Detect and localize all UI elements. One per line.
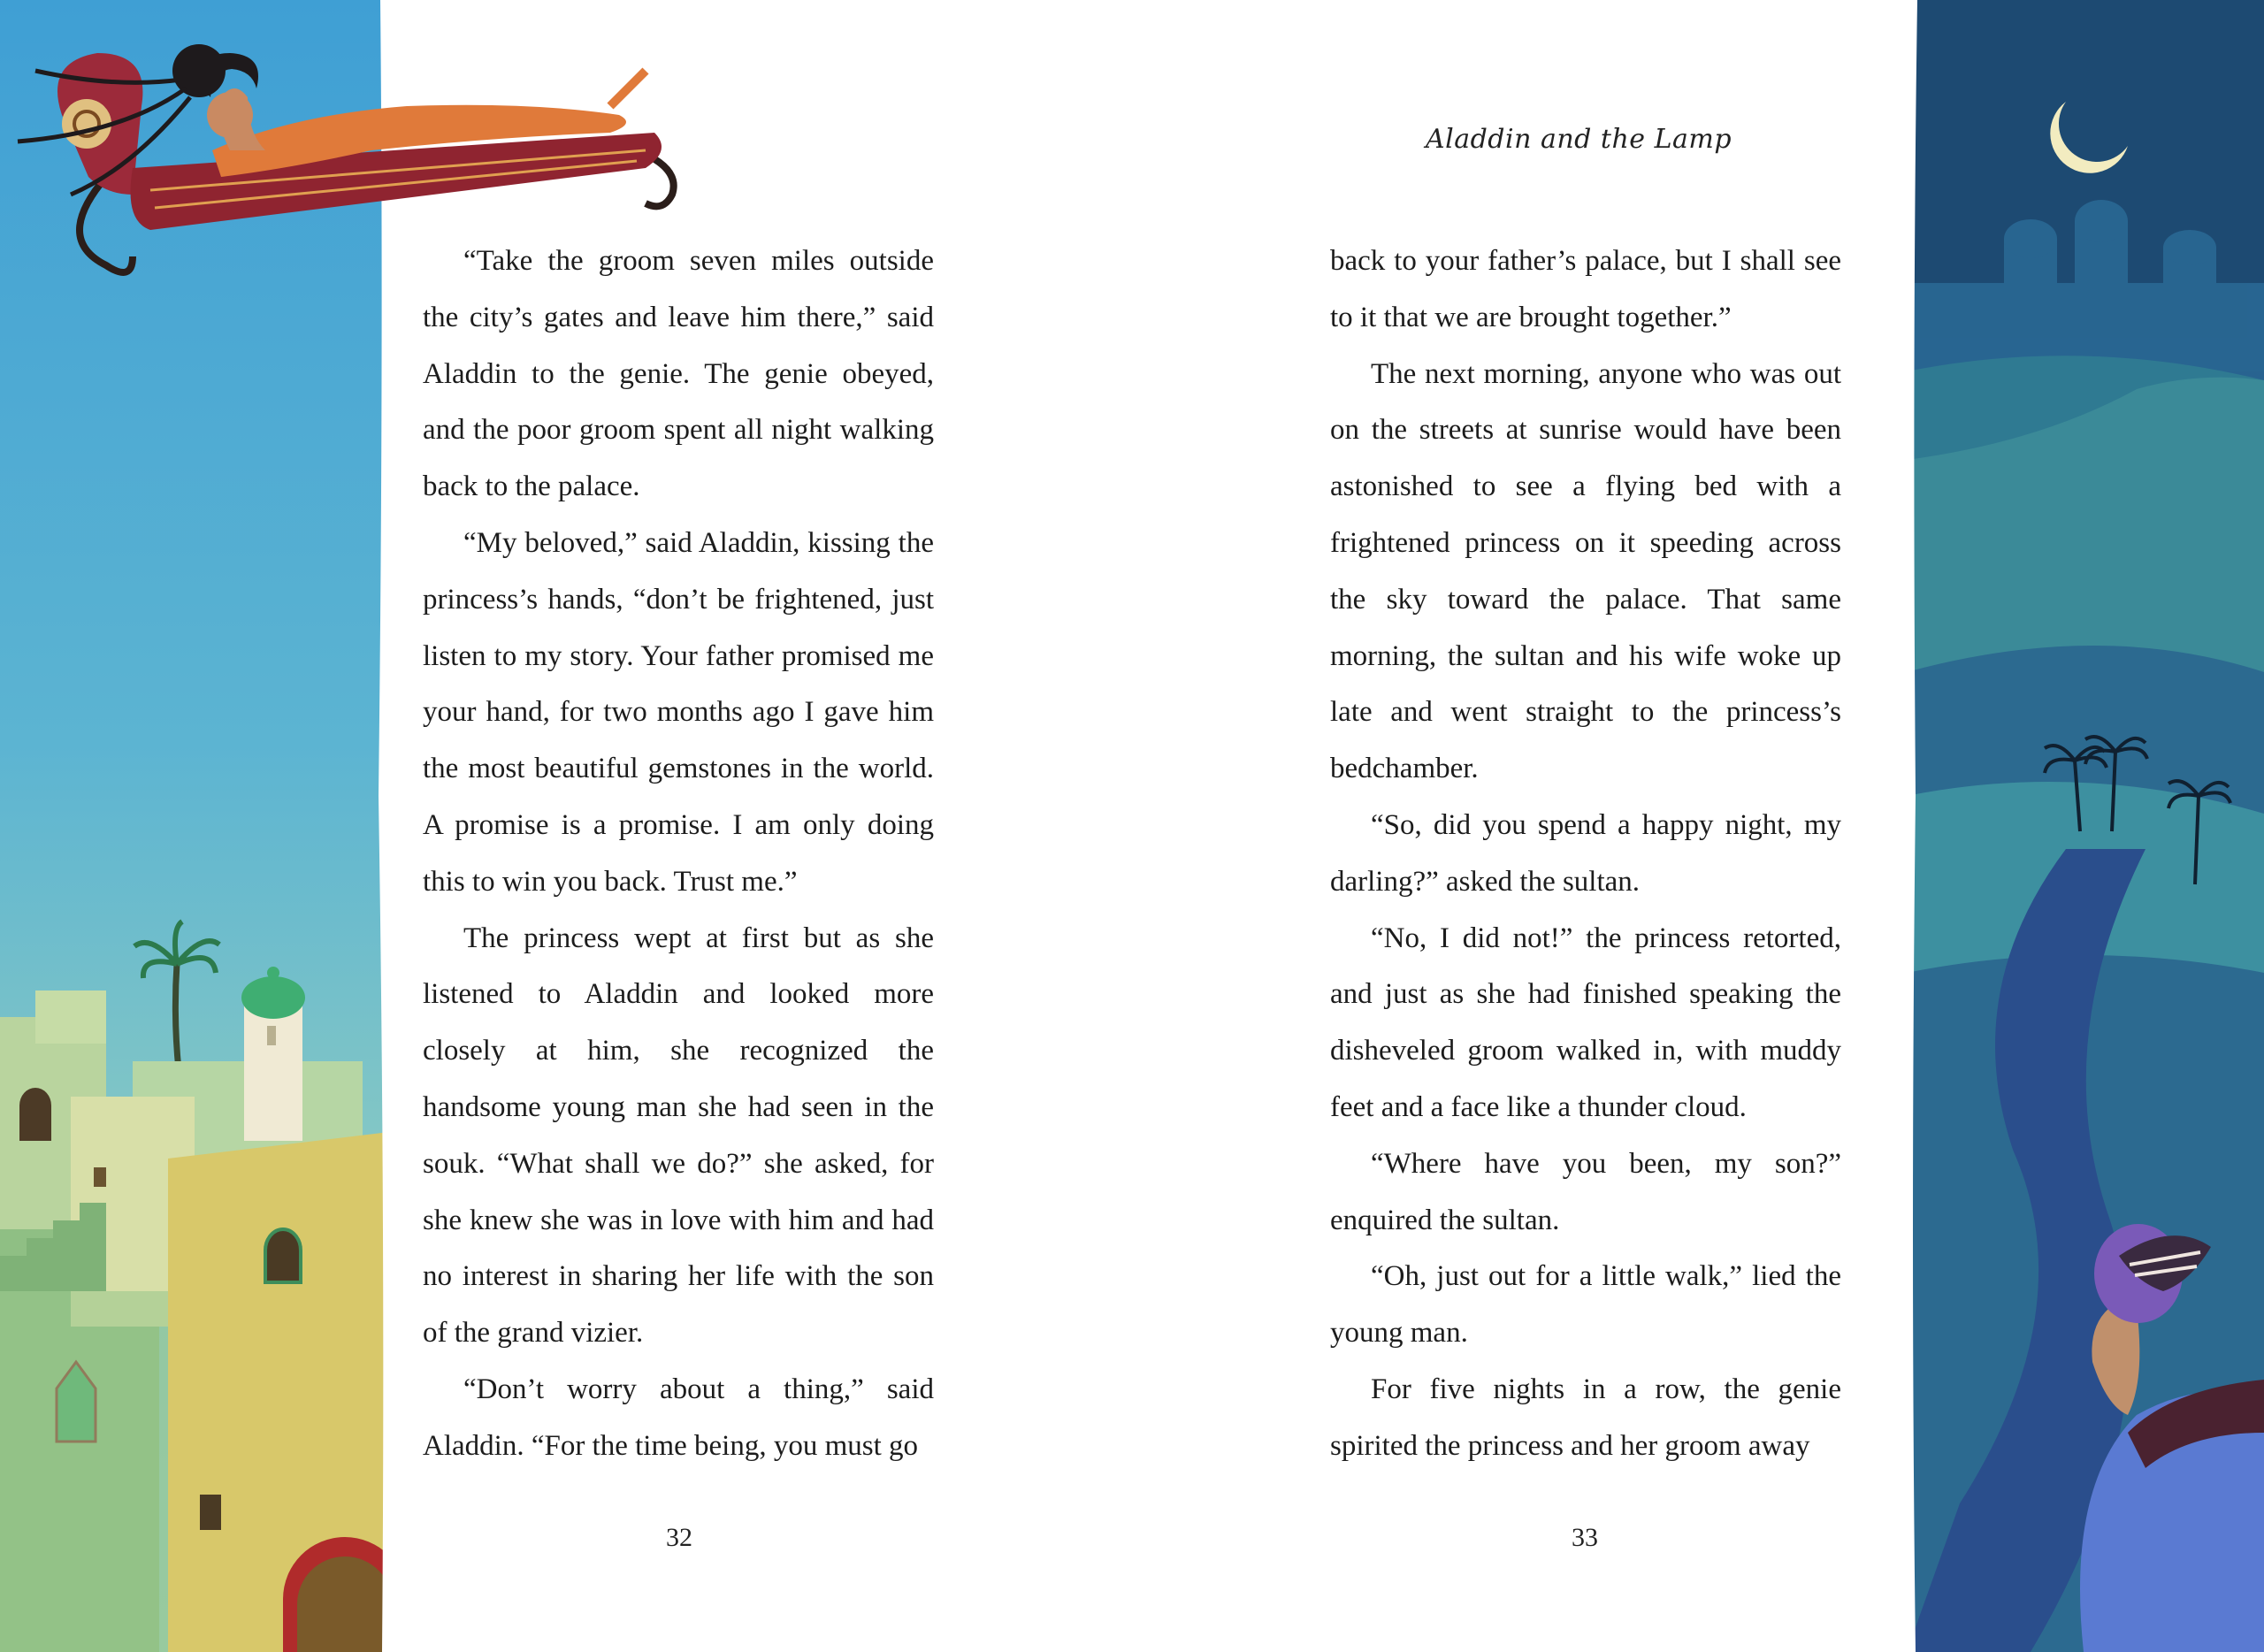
page-number-right: 33	[1572, 1523, 1598, 1552]
paragraph: “Oh, just out for a little walk,” lied the young man.	[1330, 1260, 1841, 1350]
paragraph: “So, did you spend a happy night, my darling?” asked the sultan.	[1330, 808, 1841, 898]
right-page-text	[1330, 233, 1841, 1475]
paragraph: “Take the groom seven miles outside the city’s gates and leave him there,” said Aladdin to the genie. The genie obeyed, and the poor groom spent all night walking back to the palace.	[423, 245, 934, 503]
page-number-left: 32	[666, 1523, 692, 1552]
paragraph: The next morning, anyone who was out on the streets at sunrise would have been astonished to see a flying bed with a frightened princess on it speeding across the sky toward the palace. That same morning, the sultan and his wife woke up late and went straight to the princess’s bedchamber.	[1330, 357, 1841, 785]
paragraph: “Where have you been, my son?” enquired the sultan.	[1330, 1147, 1841, 1236]
right-illustration	[1907, 0, 2264, 1652]
paragraph: The princess wept at first but as she listened to Aladdin and looked more closely at him, she recognized the handsome young man she had seen in the souk. “What shall we do?” she asked, for she knew she was in love with him and had no interest in sharing her life with the son of the grand vizier.	[423, 922, 934, 1350]
running-head: Aladdin and the Lamp	[1425, 124, 1732, 155]
paragraph: “Don’t worry about a thing,” said Aladdin. “For the time being, you must go	[423, 1373, 934, 1462]
paragraph: “No, I did not!” the princess retorted, and just as she had finished speaking the disheveled groom walked in, with muddy feet and a face like a thunder cloud.	[1330, 922, 1841, 1123]
paragraph: “My beloved,” said Aladdin, kissing the princess’s hands, “don’t be frightened, just listen to my story. Your father promised me your hand, for two months ago I gave him the most beautiful gemstones in the world. A promise is a promise. I am only doing this to win you back. Trust me.”	[423, 526, 934, 898]
paragraph: For five nights in a row, the genie spirited the princess and her groom away	[1330, 1373, 1841, 1462]
left-page-text	[423, 233, 934, 1475]
continuation-paragraph: back to your father’s palace, but I shall see to it that we are brought together.”	[1330, 245, 1841, 333]
